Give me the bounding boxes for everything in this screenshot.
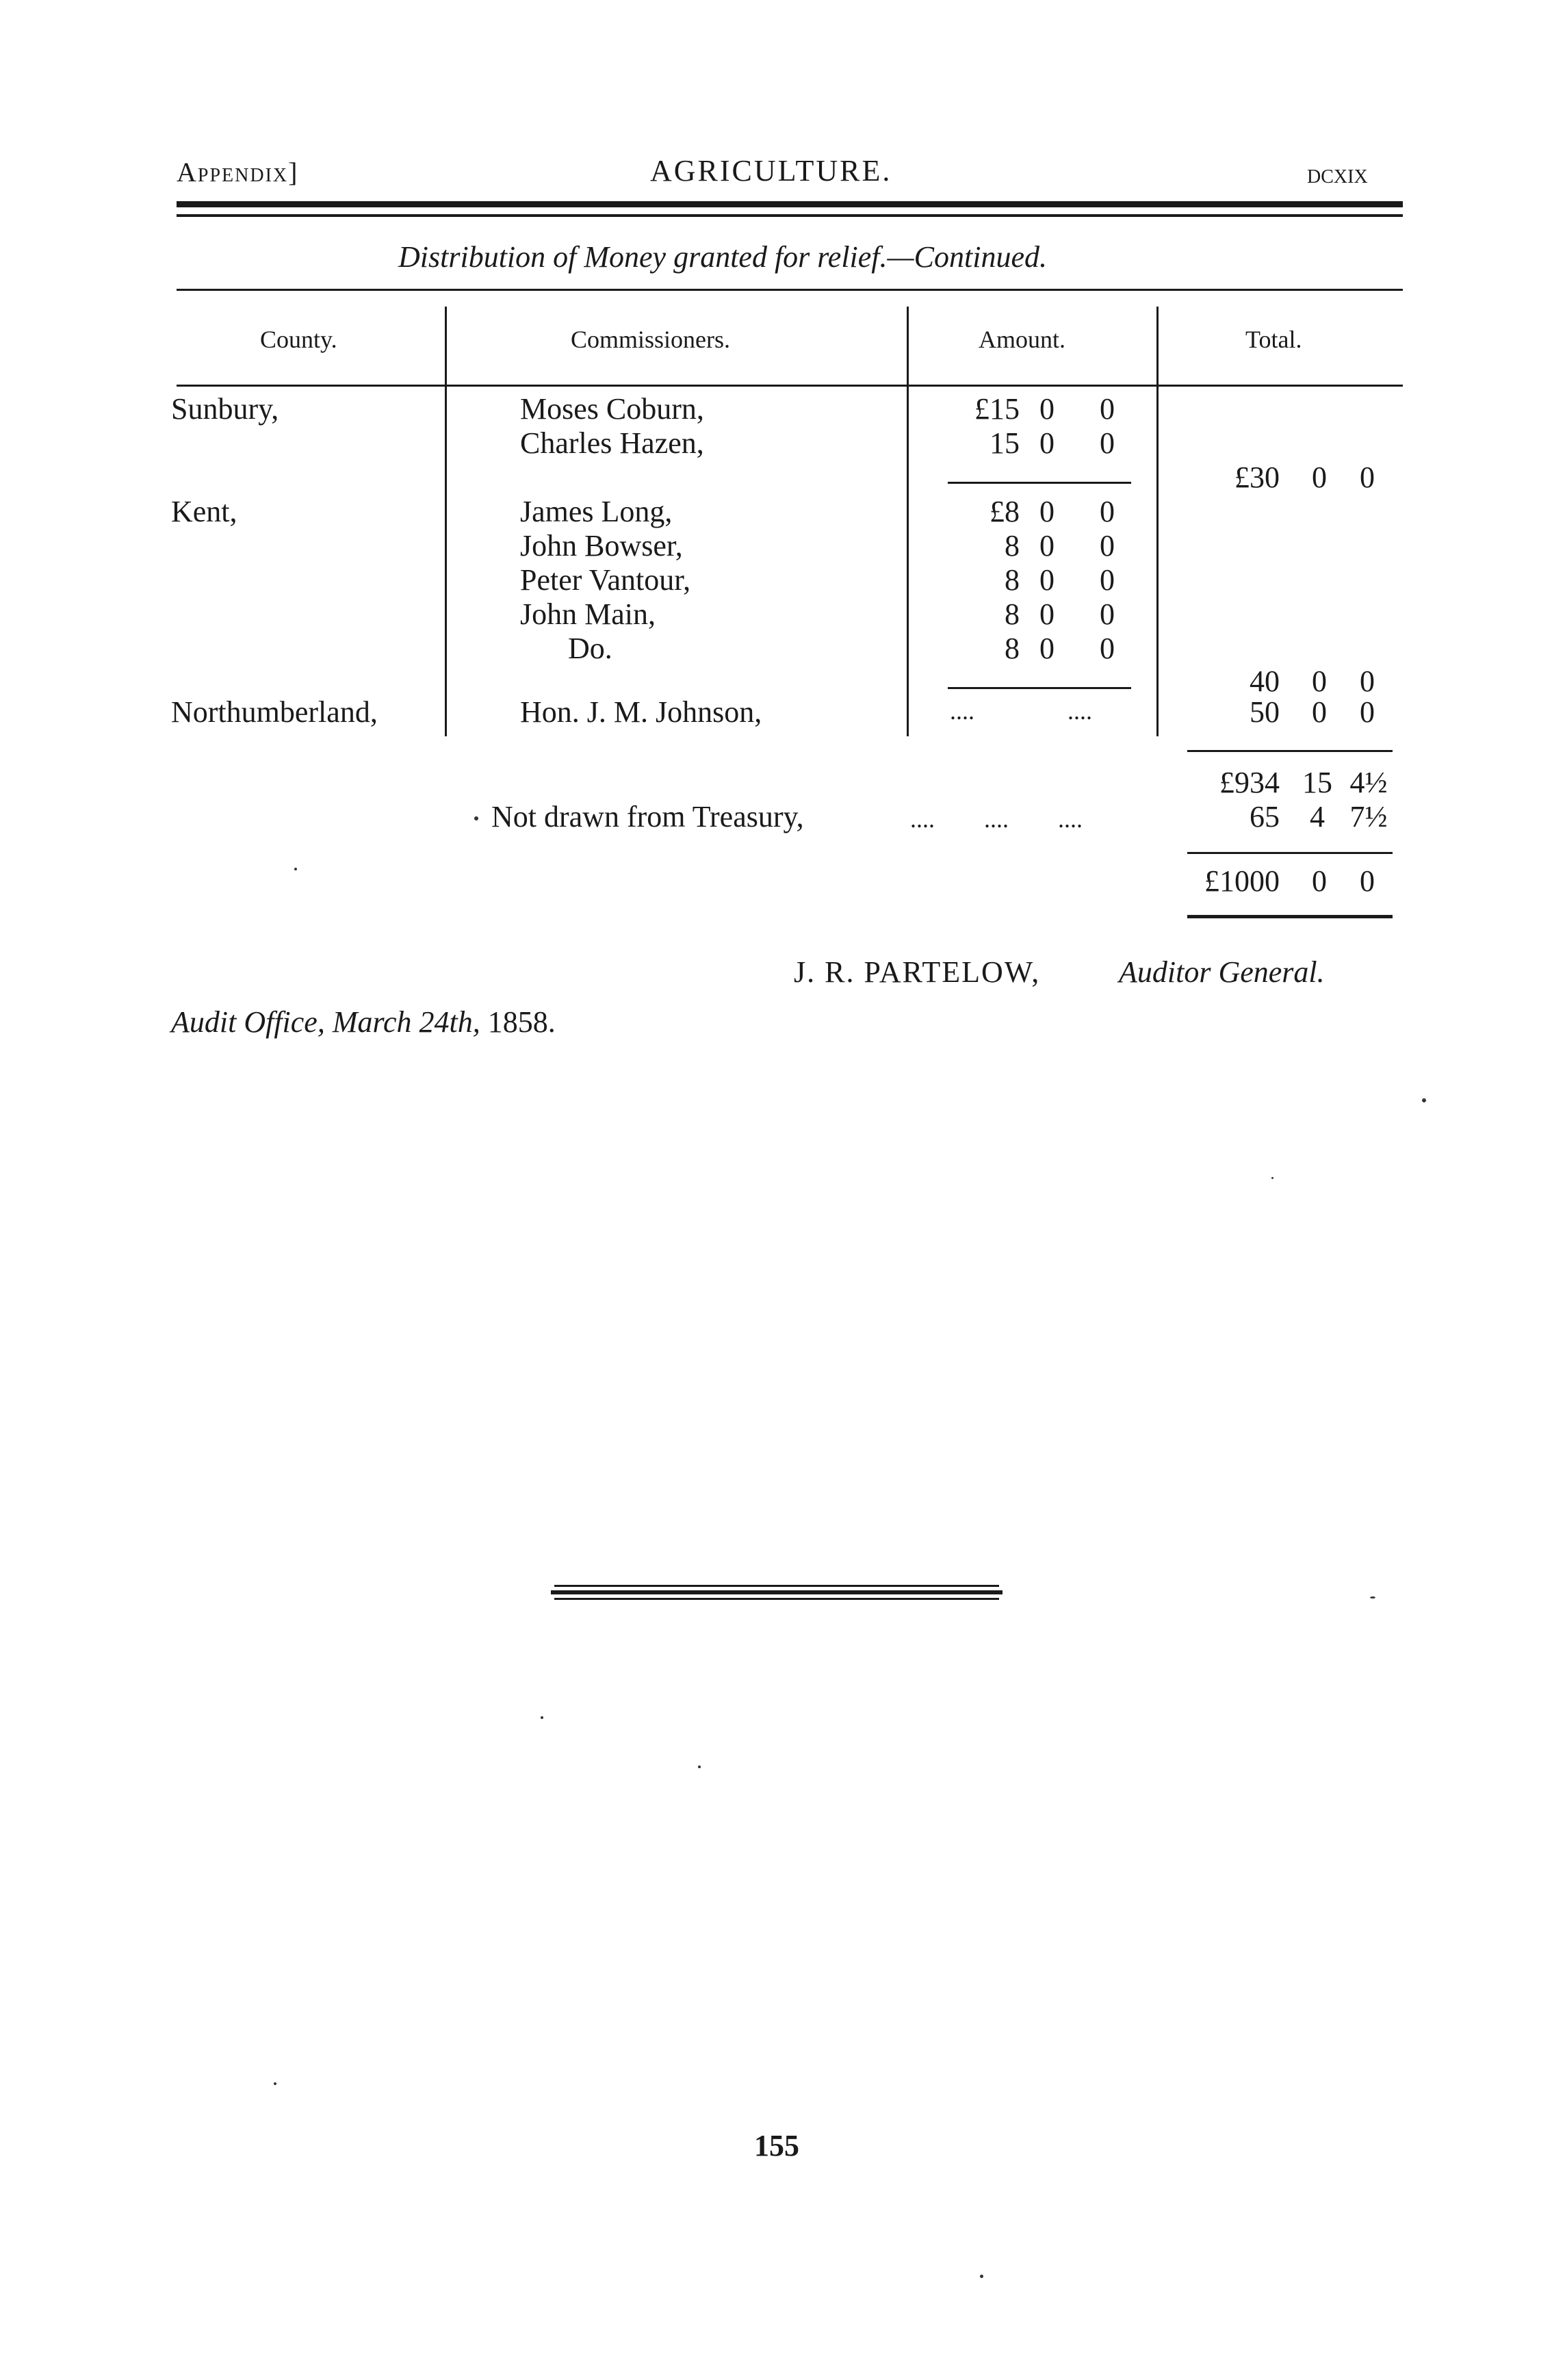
county-cell: Northumberland,: [171, 695, 378, 729]
bullet-mark: [474, 816, 478, 820]
total-shillings: 0: [1312, 664, 1327, 698]
amount-shillings: 0: [1039, 392, 1055, 426]
amount-pounds: 8: [1005, 529, 1020, 562]
grand-total-shillings: 0: [1312, 864, 1327, 898]
commissioner-cell: John Main,: [520, 597, 656, 631]
dateline-year: 1858.: [487, 1005, 556, 1039]
not-drawn-leader-dots: .... .... ....: [910, 805, 1083, 833]
subtotal-pounds: £934: [1219, 766, 1280, 799]
total-pounds: 50: [1250, 695, 1280, 729]
scan-speck: [1422, 1098, 1426, 1102]
scan-speck: [1370, 1596, 1375, 1599]
amount-dots: ....: [1068, 697, 1092, 725]
commissioner-cell: Do.: [568, 632, 612, 665]
scan-speck: [541, 1716, 543, 1719]
not-drawn-pence: 7½: [1349, 800, 1388, 833]
header-rule-thick: [177, 201, 1403, 207]
not-drawn-pounds: 65: [1250, 800, 1280, 833]
signature-name: J. R. PARTELOW,: [794, 955, 1041, 989]
total-pence: 0: [1360, 695, 1375, 729]
end-rule-3: [554, 1598, 999, 1600]
amount-shillings: 0: [1039, 495, 1055, 528]
commissioner-cell: John Bowser,: [520, 529, 683, 562]
commissioner-cell: Hon. J. M. Johnson,: [520, 695, 762, 729]
colhead-top-rule: [177, 289, 1403, 291]
not-drawn-shillings: 4: [1310, 800, 1325, 833]
colhead-commissioners: Commissioners.: [571, 326, 731, 353]
total-pence: 0: [1360, 461, 1375, 494]
grand-total-pounds: £1000: [1204, 864, 1280, 898]
amount-pence: 0: [1100, 632, 1115, 665]
subtotal-pence: 4½: [1349, 766, 1388, 799]
end-rule-1: [554, 1585, 999, 1587]
commissioner-cell: Charles Hazen,: [520, 426, 704, 460]
col-divider-1: [445, 307, 447, 736]
scan-speck: [980, 2275, 983, 2278]
dateline: [171, 1005, 556, 1039]
county-cell: Sunbury,: [171, 392, 279, 426]
amount-pence: 0: [1100, 597, 1115, 631]
scan-speck: [294, 868, 297, 870]
amount-pence: 0: [1100, 426, 1115, 460]
amount-pounds: £15: [974, 392, 1020, 426]
amount-shillings: 0: [1039, 597, 1055, 631]
table-caption: Distribution of Money granted for relief.—Continued.: [398, 240, 1047, 274]
not-drawn-label: Not drawn from Treasury,: [491, 800, 804, 833]
total-pounds: 40: [1250, 664, 1280, 698]
grand-total-top-rule: [1187, 852, 1393, 854]
amount-pence: 0: [1100, 529, 1115, 562]
amount-pence: 0: [1100, 563, 1115, 597]
colhead-amount: Amount.: [979, 326, 1066, 353]
total-pence: 0: [1360, 664, 1375, 698]
county-cell: Kent,: [171, 495, 237, 528]
end-rule-2: [551, 1590, 1003, 1594]
amount-shillings: 0: [1039, 563, 1055, 597]
total-shillings: 0: [1312, 461, 1327, 494]
running-head-left: Appendix]: [177, 157, 299, 187]
signature-title: Auditor General.: [1119, 955, 1325, 989]
amount-pounds: 8: [1005, 632, 1020, 665]
commissioner-cell: Moses Coburn,: [520, 392, 704, 426]
subtotal-rule: [948, 482, 1131, 484]
running-head-folio: dcxix: [1307, 158, 1368, 189]
page-number: 155: [754, 2129, 799, 2162]
total-pounds: £30: [1234, 461, 1280, 494]
amount-pence: 0: [1100, 392, 1115, 426]
scan-speck: [274, 2082, 276, 2085]
amount-pounds: 8: [1005, 597, 1020, 631]
subtotal-rule: [948, 687, 1131, 689]
commissioner-cell: Peter Vantour,: [520, 563, 691, 597]
running-head-title: AGRICULTURE.: [650, 154, 892, 187]
col-divider-3: [1156, 307, 1159, 736]
amount-pence: 0: [1100, 495, 1115, 528]
commissioner-cell: James Long,: [520, 495, 673, 528]
amount-shillings: 0: [1039, 529, 1055, 562]
amount-pounds: 15: [990, 426, 1020, 460]
amount-shillings: 0: [1039, 632, 1055, 665]
amount-pounds: 8: [1005, 563, 1020, 597]
scan-speck: [698, 1765, 701, 1768]
subtotal-shillings: 15: [1302, 766, 1332, 799]
amount-dots: ....: [950, 697, 974, 725]
amount-shillings: 0: [1039, 426, 1055, 460]
colhead-bottom-rule: [177, 385, 1403, 387]
colhead-total: Total.: [1245, 326, 1302, 353]
sum-rule: [1187, 750, 1393, 752]
header-rule-thin: [177, 214, 1403, 217]
grand-total-bottom-rule: [1187, 915, 1393, 918]
dateline-date: March 24th,: [332, 1005, 480, 1039]
colhead-county: County.: [260, 326, 337, 353]
amount-pounds: £8: [990, 495, 1020, 528]
total-shillings: 0: [1312, 695, 1327, 729]
col-divider-2: [907, 307, 909, 736]
scan-speck: [1271, 1177, 1273, 1179]
grand-total-pence: 0: [1360, 864, 1375, 898]
dateline-office: Audit Office,: [171, 1005, 325, 1039]
